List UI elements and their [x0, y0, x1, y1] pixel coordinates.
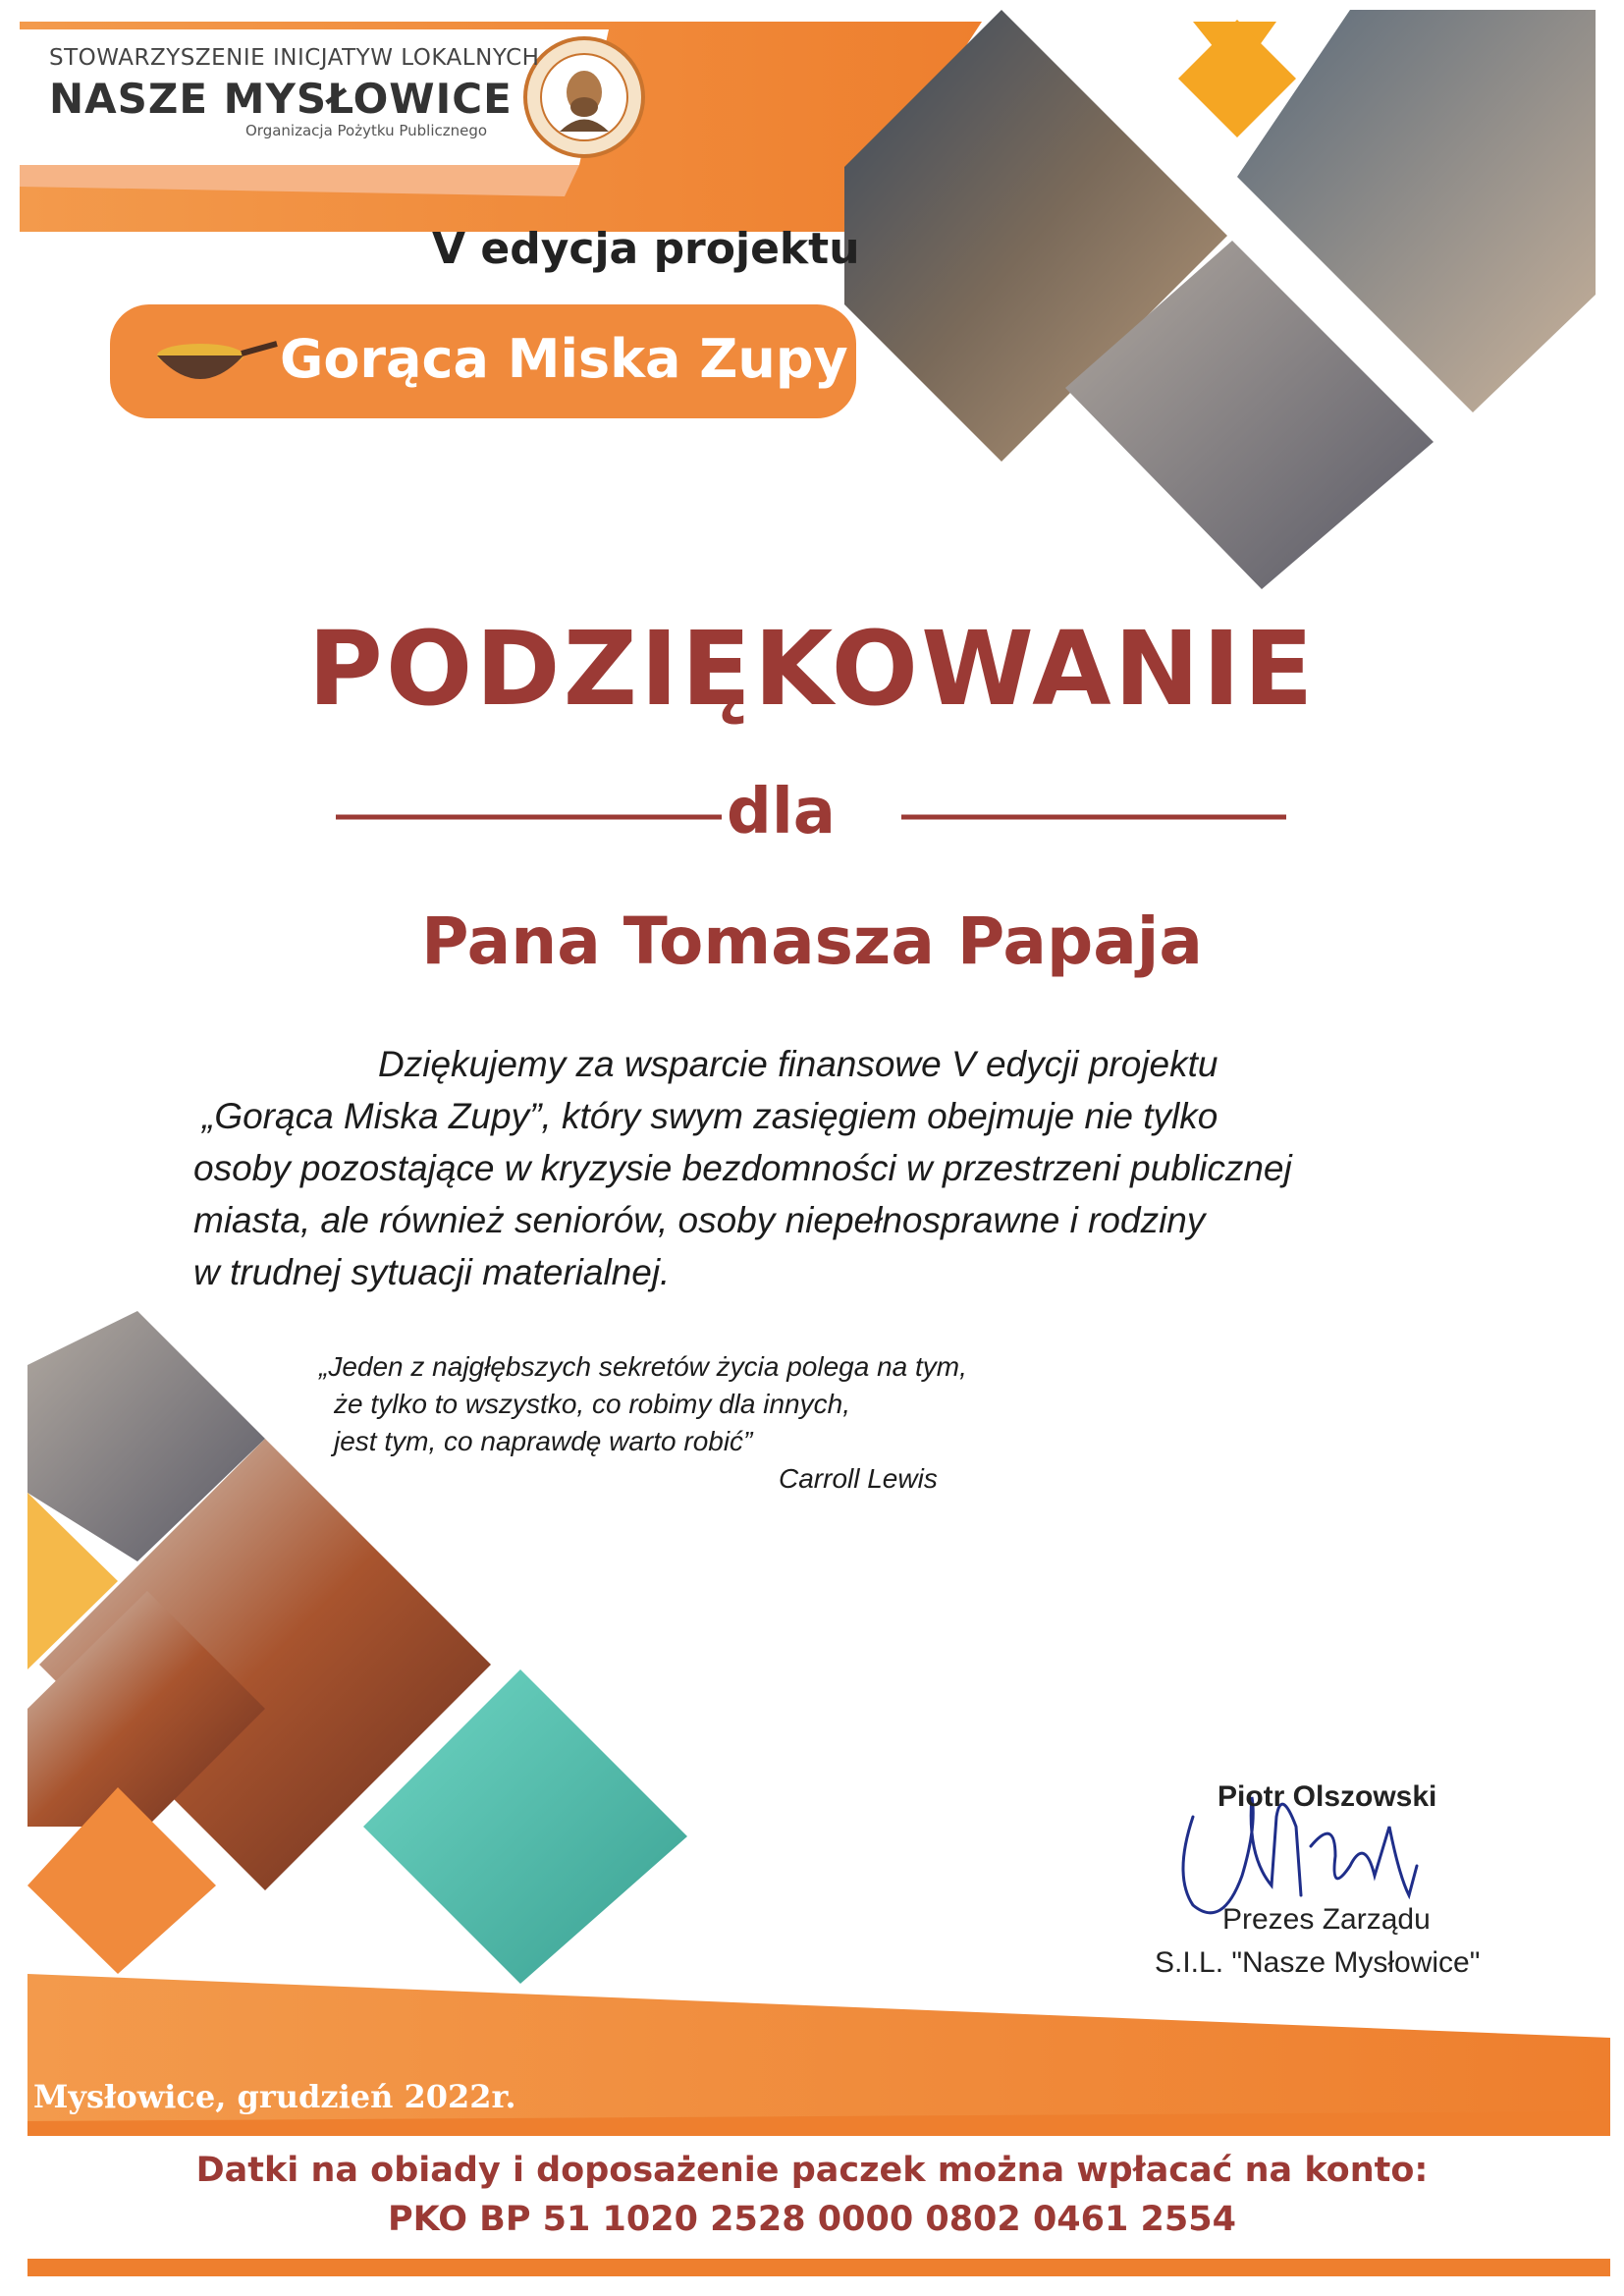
body-line-4: miasta, ale również seniorów, osoby niepełnosprawne i rodziny [193, 1200, 1206, 1240]
bottom-orange-line [27, 2259, 1610, 2276]
certificate-for: dla [727, 776, 836, 848]
bank-account: PKO BP 51 1020 2528 0000 0802 0461 2554 [388, 2200, 1236, 2239]
recipient-name: Pana Tomasza Papaja [421, 903, 1203, 979]
quote-author: Carroll Lewis [779, 1463, 938, 1494]
org-name-line3: Organizacja Pożytku Publicznego [245, 122, 488, 139]
org-name-line2: NASZE MYSŁOWICE [49, 75, 513, 123]
body-line-5: w trudnej sytuacji materialnej. [193, 1252, 671, 1292]
portrait-seal-icon [520, 33, 648, 161]
donation-info: Datki na obiady i doposażenie paczek można wpłacać na konto: [195, 2151, 1429, 2190]
place-date: Mysłowice, grudzień 2022r. [33, 2078, 516, 2115]
quote-line-1: „Jeden z najgłębszych sekretów życia polega na tym, [319, 1351, 967, 1382]
certificate-title: PODZIĘKOWANIE [307, 609, 1317, 729]
signer-role: Prezes Zarządu [1222, 1903, 1431, 1936]
body-line-2: „Gorąca Miska Zupy”, który swym zasięgiem obejmuje nie tylko [202, 1096, 1218, 1136]
edition-heading: V edycja projektu [432, 224, 860, 274]
body-line-3: osoby pozostające w kryzysie bezdomności w przestrzeni publicznej [193, 1148, 1292, 1188]
quote-line-2: że tylko to wszystko, co robimy dla innych, [334, 1389, 850, 1419]
quote-line-3: jest tym, co naprawdę warto robić” [334, 1426, 753, 1456]
org-name-line1: STOWARZYSZENIE INICJATYW LOKALNYCH [49, 45, 540, 71]
signer-org: S.I.L. "Nasze Mysłowice" [1155, 1946, 1481, 1979]
signer-name: Piotr Olszowski [1218, 1780, 1437, 1813]
project-name: Gorąca Miska Zupy [280, 328, 848, 390]
body-line-1: Dziękujemy za wsparcie finansowe V edycji projektu [378, 1044, 1218, 1084]
